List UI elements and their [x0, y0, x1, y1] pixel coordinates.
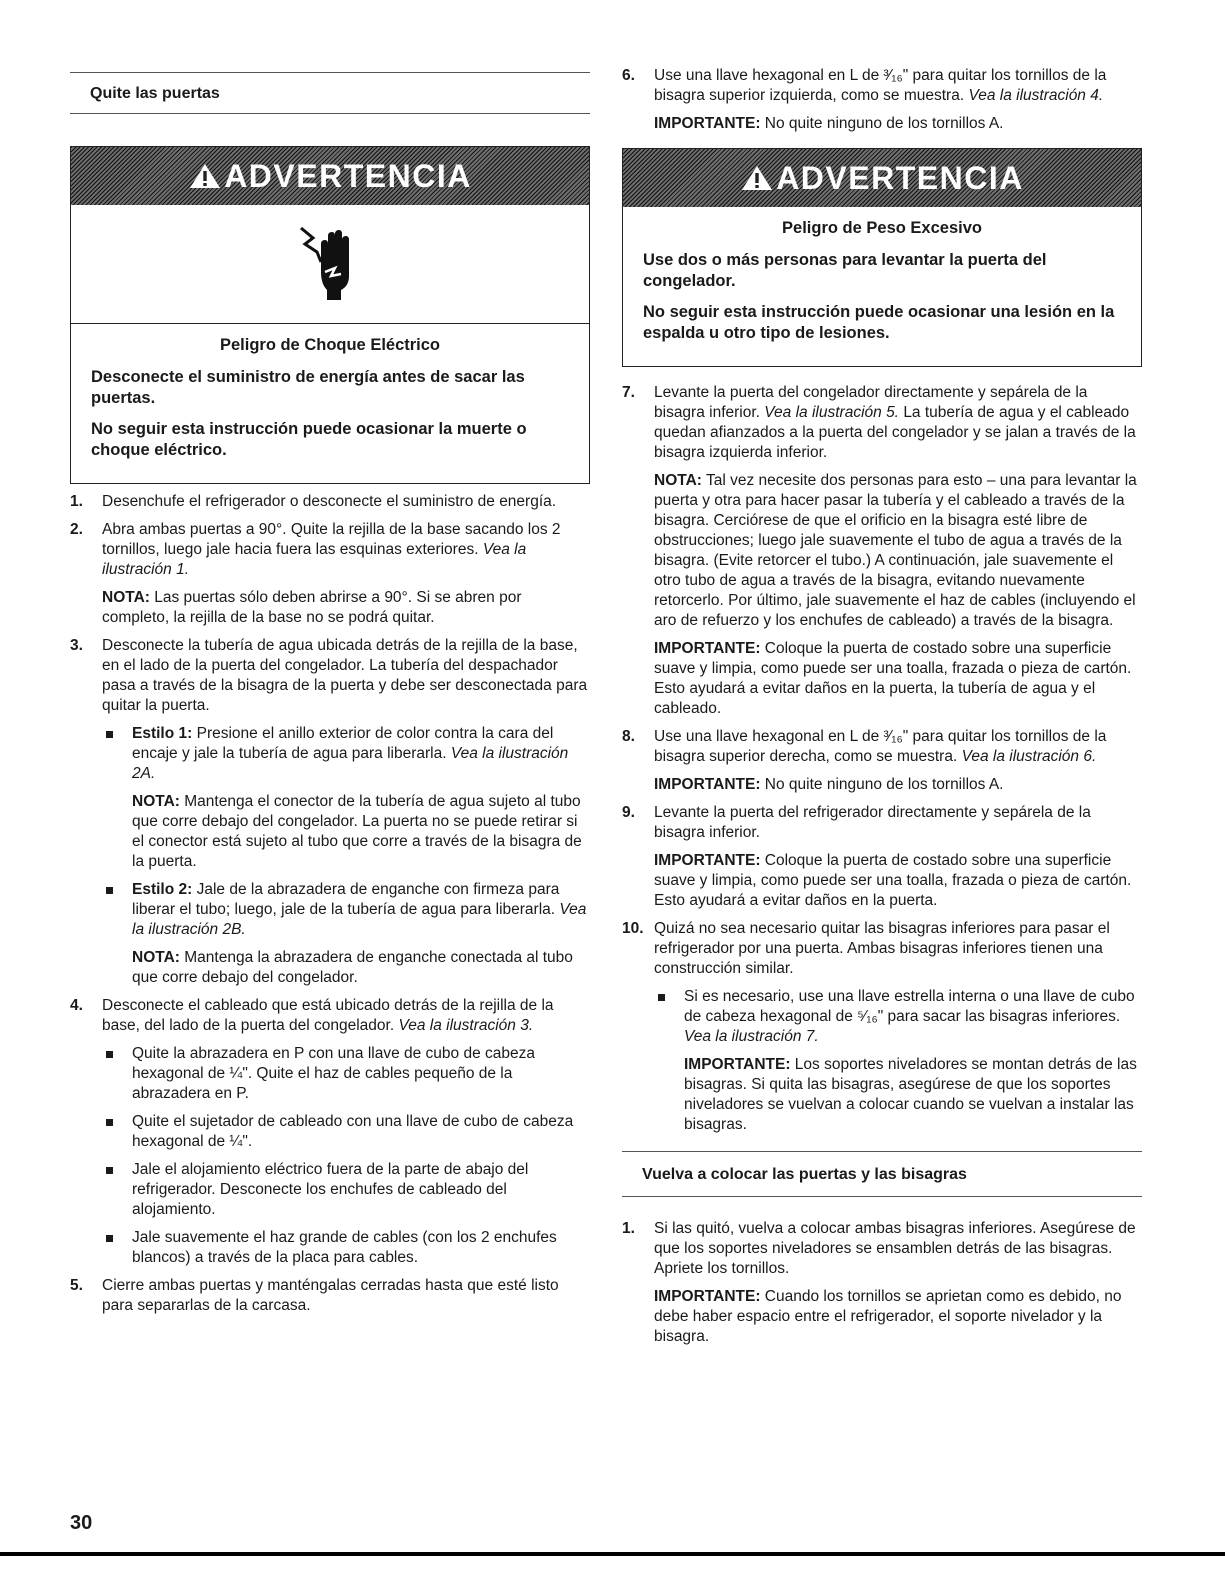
section-title-replace-doors: Vuelva a colocar las puertas y las bisagras — [622, 1151, 1142, 1197]
wiring-bullets — [102, 1044, 590, 1268]
step-8: 8. Use una llave hexagonal en L de ³⁄₁₆" para quitar los tornillos de la bisagra superior derecha, como se muestra. Vea la ilustración 6. IMPORTANTE: No quite ninguno de los tornillos A. — [622, 728, 1107, 793]
bottom-rule — [0, 1552, 1225, 1556]
bullet-item: Jale suavemente el haz grande de cables (con los 2 enchufes blancos) a través de la placa para cables. — [102, 1228, 590, 1268]
step-1: 1. Desenchufe el refrigerador o desconecte el suministro de energía. — [70, 493, 557, 510]
electric-shock-hand-icon — [295, 224, 365, 304]
style-1: Estilo 1: Presione el anillo exterior de color contra la cara del encaje y jale la tubería de agua para liberarla. Vea la ilustración 2A. NOTA: Mantenga el conector de la tubería de agua sujeto al tubo que corre debajo del congelador. La puerta no se puede retirar si el conector está sujeto al tubo que corre a través de la bisagra de la puerta. — [102, 724, 590, 872]
page-number: 30 — [70, 1512, 93, 1534]
warning-title: Peligro de Choque Eléctrico — [219, 336, 441, 354]
warning-triangle-icon — [740, 164, 774, 192]
bullet-item: Si es necesario, use una llave estrella interna o una llave de cubo de cabeza hexagonal de ⁵⁄₁₆" para sacar las bisagras inferiores. Vea la ilustración 7. IMPORTANTE: Los soportes niveladores se montan detrás de las bisagras. Si quita las bisagras, asegúrese de que los soportes niveladores se vuelvan a colocar cuando se vuelvan a instalar las bisagras. — [654, 987, 1142, 1135]
warning-banner-text: ADVERTENCIA — [188, 158, 472, 195]
right-column — [622, 66, 1142, 1355]
left-column — [70, 72, 590, 1324]
remove-doors-steps-cont-2 — [622, 383, 1142, 1135]
warning-banner — [623, 149, 1141, 207]
step-5: 5. Cierre ambas puertas y manténgalas cerradas hasta que esté listo para separarlas de la carcasa. — [70, 1277, 559, 1314]
electric-shock-warning — [70, 146, 590, 484]
step-9: 9. Levante la puerta del refrigerador directamente y sepárela de la bisagra inferior. IMPORTANTE: Coloque la puerta de costado sobre una superficie suave y limpia, como puede ser una toalla, frazada o pieza de cartón. Esto ayudará a evitar daños en la puerta. — [622, 804, 1132, 909]
step-2: 2. Abra ambas puertas a 90°. Quite la rejilla de la base sacando los 2 tornillos, luego jale hacia fuera las esquinas exteriores. Vea la ilustración 1. NOTA: Las puertas sólo deben abrirse a 90°. Si se abren por completo, la rejilla de la base no se podrá quitar. — [70, 520, 590, 628]
warning-triangle-icon — [188, 162, 222, 190]
warning-body — [623, 207, 1141, 366]
warning-banner-text: ADVERTENCIA — [740, 160, 1024, 197]
warning-line-1: Use dos o más personas para levantar la puerta del congelador. — [643, 251, 1047, 290]
step-6: 6. Use una llave hexagonal en L de ³⁄₁₆" para quitar los tornillos de la bisagra superior izquierda, como se muestra. Vea la ilustración 4. IMPORTANTE: No quite ninguno de los tornillos A. — [622, 67, 1107, 132]
warning-title: Peligro de Peso Excesivo — [782, 219, 982, 237]
bullet-item: Jale el alojamiento eléctrico fuera de la parte de abajo del refrigerador. Desconecte los enchufes de cableado del alojamiento. — [102, 1160, 590, 1220]
warning-line-2: No seguir esta instrucción puede ocasionar la muerte o choque eléctrico. — [91, 420, 527, 459]
step-7: 7. Levante la puerta del congelador directamente y sepárela de la bisagra inferior. Vea la ilustración 5. La tubería de agua y el cableado quedan afianzados a la puerta del congelador y se jalan a través de la bisagra izquierda inferior. NOTA: Tal vez necesite dos personas para esto – una para levantar la puerta y otra para hacer pasar la tubería y el cableado a través de la bisagra. Cerciórese de que el orificio en la bisagra esté libre de obstrucciones; luego jale suavemente el tubo de agua a través de la bisagra. (Evite retorcer el tubo.) A continuación, jale suavemente el otro tubo de agua a través de la bisagra, evitando nuevamente retorcerlo. Por último, jale suavemente el haz de cables (incluyendo el aro de refuerzo y los enchufes de cableado) a través de la bisagra. IMPORTANTE: Coloque la puerta de costado sobre una superficie suave y limpia, como puede ser una toalla, frazada o pieza de cartón. Esto ayudará a evitar daños en la puerta, la tubería de agua y el cableado. — [622, 384, 1137, 717]
remove-doors-steps-cont — [622, 66, 1142, 134]
weight-warning — [622, 148, 1142, 367]
hinge-bullets — [654, 987, 1142, 1135]
section-title-remove-doors: Quite las puertas — [70, 72, 590, 114]
step-10: 10. Quizá no sea necesario quitar las bisagras inferiores para pasar el refrigerador por una puerta. Ambas bisagras inferiores tienen una construcción similar. Si es necesario, use una llave estrella interna o una llave de cubo de cabeza hexagonal de ⁵⁄₁₆" para sacar las bisagras inferiores. Vea la ilustración 7. IMPORTANTE: Los soportes niveladores se montan detrás de las bisagras. Si quita las bisagras, asegúrese de que los soportes niveladores se vuelvan a colocar cuando se vuelvan a instalar las bisagras. — [622, 919, 1142, 1135]
style-options — [102, 724, 590, 988]
bullet-item: Quite el sujetador de cableado con una llave de cubo de cabeza hexagonal de ¼". — [102, 1112, 590, 1152]
illustration-ref: Vea la ilustración 1. — [102, 541, 527, 578]
step-4: 4. Desconecte el cableado que está ubicado detrás de la rejilla de la base, del lado de la puerta del congelador. Vea la ilustración 3. Quite la abrazadera en P con una llave de cubo de cabeza hexagonal de ¼". Quite el haz de cables pequeño de la abrazadera en P. Quite el sujetador de cableado con una llave de cubo de cabeza hexagonal de ¼". Jale el alojamiento eléctrico fuera de la parte de abajo del refrigerador. Desconecte los enchufes de cableado del alojamiento. Jale suavemente el haz grande de cables (con los 2 enchufes blancos) a través de la placa para cables. — [70, 996, 590, 1268]
warning-line-1: Desconecte el suministro de energía antes de sacar las puertas. — [91, 368, 525, 407]
note: NOTA: Las puertas sólo deben abrirse a 90°. Si se abren por completo, la rejilla de la base no se podrá quitar. — [102, 589, 522, 626]
bullet-item: Quite la abrazadera en P con una llave de cubo de cabeza hexagonal de ¼". Quite el haz de cables pequeño de la abrazadera en P. — [102, 1044, 590, 1104]
warning-icon-area — [71, 205, 589, 324]
warning-body — [71, 324, 589, 483]
style-2: Estilo 2: Jale de la abrazadera de enganche con firmeza para liberar el tubo; luego, jale de la tubería de agua para liberarla. Vea la ilustración 2B. NOTA: Mantenga la abrazadera de enganche conectada al tubo que corre debajo del congelador. — [102, 880, 590, 988]
replace-doors-steps — [622, 1219, 1142, 1347]
replace-step-1: 1. Si las quitó, vuelva a colocar ambas bisagras inferiores. Asegúrese de que los soportes niveladores se ensamblen detrás de las bisagras. Apriete los tornillos. IMPORTANTE: Cuando los tornillos se aprietan como es debido, no debe haber espacio entre el refrigerador, el soporte nivelador y la bisagra. — [622, 1220, 1136, 1345]
warning-banner — [71, 147, 589, 205]
step-3: 3. Desconecte la tubería de agua ubicada detrás de la rejilla de la base, en el lado de la puerta del congelador. La tubería del despachador pasa a través de la bisagra de la puerta y debe ser desconectada para quitar la puerta. Estilo 1: Presione el anillo exterior de color contra la cara del encaje y jale la tubería de agua para liberarla. Vea la ilustración 2A. NOTA: Mantenga el conector de la tubería de agua sujeto al tubo que corre debajo del congelador. La puerta no se puede retirar si el conector está sujeto al tubo que corre a través de la bisagra de la puerta. Estilo 2: Jale de la abrazadera de enganche con firmeza para liberar el tubo; luego, jale de la tubería de agua para liberarla. Vea la ilustración 2B. NOTA: Mantenga la abrazadera de enganche conectada al tubo que corre debajo del congelador. — [70, 636, 590, 988]
remove-doors-steps — [70, 492, 590, 1316]
warning-line-2: No seguir esta instrucción puede ocasionar una lesión en la espalda u otro tipo de lesiones. — [643, 303, 1115, 342]
